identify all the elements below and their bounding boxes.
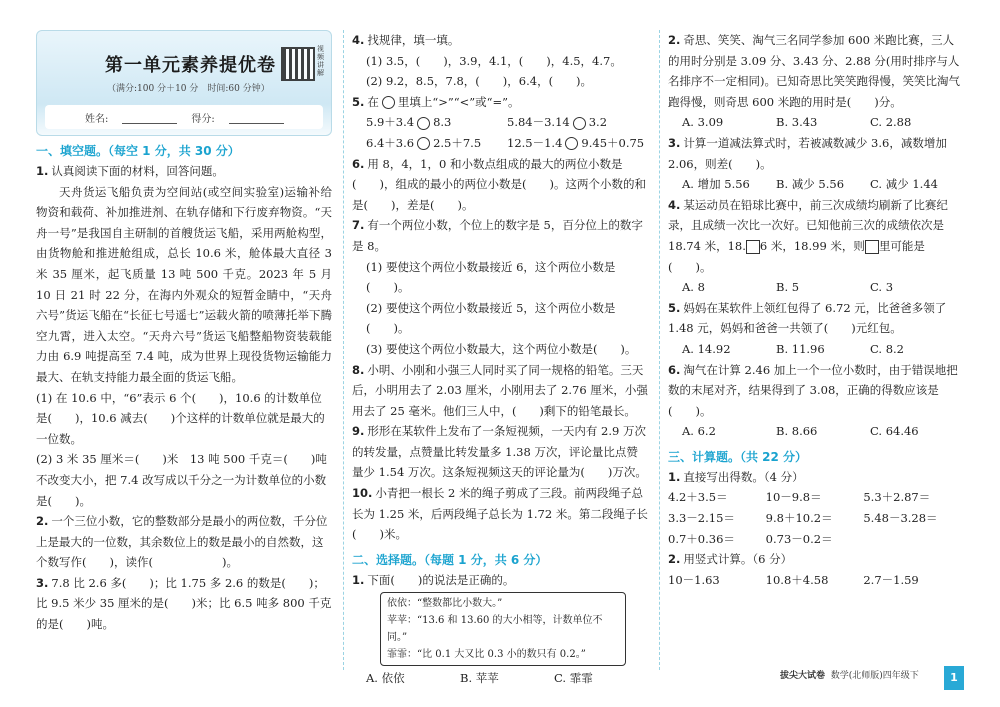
option-b[interactable]: B. 8.66 [776,424,818,439]
question-text: 妈妈在某软件上领红包得了 6.72 元，比爸爸多领了 1.48 元，妈妈和爸爸一共领了( )元红包。 [668,300,947,336]
question-number: 6. [668,362,681,377]
section-heading: 一、填空题。（每空 1 分，共 30 分） [36,144,240,158]
calc-question-2 [668,549,964,590]
calc-item: 2.7－1.59 [863,572,919,587]
question-number: 4. [668,197,681,212]
question-stem: 直接写出得数。（4 分） [683,469,804,484]
options-row [668,112,964,133]
column-divider [343,30,344,670]
expression: 2.5＋7.5 [433,135,482,150]
option-b[interactable]: B. 苹苹 [460,671,499,686]
calc-item: 3.3－2.15＝ [668,511,735,526]
calc-item: 10－9.8＝ [765,490,822,505]
calc-item: 5.3＋2.87＝ [863,490,931,505]
footer-brand: 拔尖大试卷 [780,671,826,681]
option-b[interactable]: B. 5 [776,280,800,295]
calc-question-1 [668,467,964,549]
page-footer [780,668,919,681]
statement-box [380,592,626,666]
question-4 [352,30,648,92]
compare-row [352,133,648,154]
options-row [668,339,964,360]
calc-item [863,529,961,550]
column-3 [668,30,964,590]
question-text: 小青把一根长 2 米的绳子剪成了三段。前两段绳子总长为 1.25 米，后两段绳子总长为 1.72 米。第二段绳子长( )米。 [352,486,648,542]
sub-question: (3) 要使这个两位小数最大，这个两位小数是( )。 [366,341,637,356]
question-text: 淘气在计算 2.46 加上一个一位小数时，由于错误地把数的末尾对齐，结果得到了 3.08，正确的得数应该是( )。 [668,362,958,418]
footer-subject: 数学(北师版)四年级下 [830,671,919,681]
qr-label: 视频讲解 [317,45,324,77]
option-b[interactable]: B. 3.43 [776,115,818,130]
value-text: 18.74 米，18. [668,238,746,253]
option-a[interactable]: A. 14.92 [682,341,731,356]
expression: 5.9＋3.4 [366,115,415,130]
score-field[interactable] [229,111,284,124]
option-c[interactable]: C. 8.2 [870,341,904,356]
column-divider [659,30,660,670]
qr-code-icon[interactable] [281,47,315,81]
option-a[interactable]: A. 增加 5.56 [682,177,750,192]
sub-question: (1) 在 10.6 中，“6”表示 6 个( )，10.6 的计数单位是( )，10.6 减去( )个这样的计数单位就是最大的一位数。 [36,390,325,446]
statement: 依依：“整数都比小数大。” [387,598,503,610]
question-number: 3. [668,135,681,150]
choice-question-6 [668,360,964,442]
value-text: 里可能是( )。 [668,238,925,274]
question-10 [352,483,648,545]
question-text: 用 8，4，1，0 和小数点组成的最大的两位小数是( )，组成的最小的两位小数是( )。这两个小数的和是( )，差是( )。 [352,156,646,212]
question-number: 7. [352,218,365,233]
question-stem: 找规律，填一填。 [367,33,460,47]
calc-item: 0.73－0.2＝ [765,531,833,546]
question-number: 2. [668,552,681,567]
exam-header [36,30,332,136]
calc-item: 0.7＋0.36＝ [668,531,735,546]
option-b[interactable]: B. 11.96 [776,341,825,356]
question-text: 7.8 比 2.6 多( )；比 1.75 多 2.6 的数是( )；比 9.5 米少 35 厘米的是( )米；比 6.5 吨多 800 千克的是( )吨。 [36,575,332,632]
expression: 9.45＋0.75 [581,135,645,150]
page-title: 第一单元素养提优卷 [105,55,276,76]
question-3 [36,573,332,635]
compare-circle[interactable] [565,137,578,150]
calc-row [668,570,964,591]
question-number: 5. [668,300,681,315]
question-text: 某运动员在铅球比赛中，前三次成绩均刷新了比赛纪录，且成绩一次比一次好。已知他前三次的成绩依次是 [668,197,948,233]
option-b[interactable]: B. 减少 5.56 [776,177,845,192]
question-stem: 有一个两位小数，个位上的数字是 5，百分位上的数字是 8。 [352,218,643,253]
question-number: 6. [352,156,365,171]
expression: 3.2 [588,115,608,130]
question-stem: 里填上“>”“<”或“=”。 [397,94,520,109]
calc-row [668,508,964,529]
option-c[interactable]: C. 64.46 [870,424,919,439]
option-c[interactable]: C. 3 [870,280,894,295]
reading-passage: 天舟货运飞船负责为空间站(或空间实验室)运输补给物资和载荷、补加推进剂、在轨存储和下行废弃物资。“天舟一号”是我国自主研制的首艘货运飞船，采用两舱构型，由货物舱和推进舱组成，总长 10.6 米，舱体最大直径 3 米 35 厘米，起飞质量 13 吨 500 千克。2023 年 5 月 10 日 21 时 22 分，在海内外观众的短暂金睛中，“天舟六号”货运飞船在“长征七号遥七”运载火箭的喷薄托举下腾空九霄，进入太空。“天舟六号”货运飞船整船物资装载能力由 6.9 吨提高至 7.4 吨，成为世界上现役货物运输能力最大、在轨支持能力最全面的货运飞船。 [36,184,332,384]
compare-circle[interactable] [417,137,430,150]
question-2 [36,511,332,573]
option-a[interactable]: A. 3.09 [682,115,724,130]
question-number: 2. [36,514,49,529]
name-field[interactable] [122,111,177,124]
question-number: 5. [352,94,365,109]
question-number: 8. [352,362,365,377]
question-6 [352,154,648,216]
expression: 5.84－3.14 [507,115,570,130]
option-a[interactable]: A. 依依 [366,671,405,686]
options-row [668,174,964,195]
question-stem: 下面( )的说法是正确的。 [367,572,515,587]
option-a[interactable]: A. 6.2 [682,424,716,439]
statement: 苹苹：“13.6 和 13.60 的大小相等，计数单位不同。” [387,615,603,644]
blank-square[interactable] [746,240,760,254]
value-text: 6 米，18.99 米，则 [759,238,865,253]
option-c[interactable]: C. 减少 1.44 [870,177,938,192]
choice-question-1 [352,570,648,689]
question-7 [352,215,648,359]
question-8 [352,360,648,422]
question-text: 一个三位小数，它的整数部分是最小的两位数，千分位上是最大的一位数，其余数位上的数是最小的自然数，这个数写作( )，读作( )。 [36,514,328,570]
question-stem: 认真阅读下面的材料，回答问题。 [51,164,224,178]
compare-row [352,112,648,133]
name-label: 姓名: [85,113,109,125]
choice-question-5 [668,298,964,360]
question-text: 形形在某软件上发布了一条短视频，一天内有 2.9 万次的转发量，点赞量比转发量多 1.38 万次，评论量比点赞量少 1.54 万次。这条短视频这天的评论量为( )万次。 [352,424,647,480]
page-number: 1 [944,666,964,690]
question-number: 9. [352,424,365,439]
expression: 8.3 [433,115,452,130]
question-number: 1. [36,164,49,178]
question-number: 4. [352,33,365,47]
choice-question-4 [668,195,964,298]
exam-subtitle: （满分:100 分＋10 分 时间:60 分钟） [107,84,270,94]
score-sequence [668,236,964,277]
sub-question: (2) 9.2，8.5，7.8，( )，6.4，( )。 [366,74,593,89]
question-number: 1. [668,469,681,484]
question-text: 小明、小刚和小强三人同时买了同一规格的铅笔。三天后，小明用去了 2.03 厘米，小刚用去了 2.76 厘米，小强用去了 25 毫米。他们三人中，( )剩下的铅笔最长。 [352,362,648,418]
calc-item: 10－1.63 [668,572,720,587]
choice-question-3 [668,133,964,195]
question-text: 计算一道减法算式时，若被减数减少 3.6，减数增加 2.06，则差( )。 [668,135,947,171]
question-number: 2. [668,33,681,47]
option-a[interactable]: A. 8 [682,280,705,295]
calc-item: 4.2＋3.5＝ [668,490,728,505]
expression: 12.5－1.4 [507,135,563,150]
name-score-bar [45,105,323,129]
question-stem: 用竖式计算。（6 分） [683,552,793,567]
blank-square[interactable] [865,240,879,254]
section-heading: 三、计算题。（共 22 分） [668,449,808,464]
statement: 霏霏：“比 0.1 大又比 0.3 小的数只有 0.2。” [387,649,586,661]
compare-circle[interactable] [417,117,430,130]
options-row [668,421,964,442]
question-9 [352,421,648,483]
question-5 [352,92,648,154]
column-2 [352,30,648,689]
choice-question-2 [668,30,964,133]
calc-item: 9.8＋10.2＝ [765,511,833,526]
calc-row [668,487,964,508]
sub-question: (1) 3.5，( )，3.9，4.1，( )，4.5，4.7。 [366,53,622,68]
section-heading: 二、选择题。（每题 1 分，共 6 分） [352,552,548,567]
circle-icon [382,96,395,109]
option-c[interactable]: C. 2.88 [870,115,912,130]
options-row [352,668,648,689]
column-1 [36,30,339,635]
question-number: 3. [36,575,49,590]
calc-item: 10.8＋4.58 [765,572,829,587]
question-number: 1. [352,572,365,587]
question-text: 奇思、笑笑、淘气三名同学参加 600 米跑比赛，三人的用时分别是 3.09 分、3.43 分、2.88 分(用时排序与人名排序不一定相同)。已知奇思比笑笑跑得慢，笑笑比淘气跑得慢，则奇思 600 米跑的用时是( )分。 [668,33,960,109]
question-1 [36,161,339,511]
options-row [668,277,964,298]
sub-question: (2) 3 米 35 厘米＝( )米 13 吨 500 千克＝( )吨 不改变大小，把 7.4 改写成以千分之一为计数单位的小数是( )。 [36,452,339,508]
expression: 6.4＋3.6 [366,135,415,150]
compare-circle[interactable] [573,117,586,130]
question-stem: 在 [367,94,379,109]
score-label: 得分: [191,113,215,125]
question-number: 10. [352,486,373,501]
calc-row [668,529,964,550]
sub-question: (2) 要使这个两位小数最接近 5，这个两位小数是( )。 [366,300,616,336]
calc-item: 5.48－3.28＝ [863,511,938,526]
option-c[interactable]: C. 霏霏 [554,671,593,686]
sub-question: (1) 要使这个两位小数最接近 6，这个两位小数是( )。 [366,259,616,295]
